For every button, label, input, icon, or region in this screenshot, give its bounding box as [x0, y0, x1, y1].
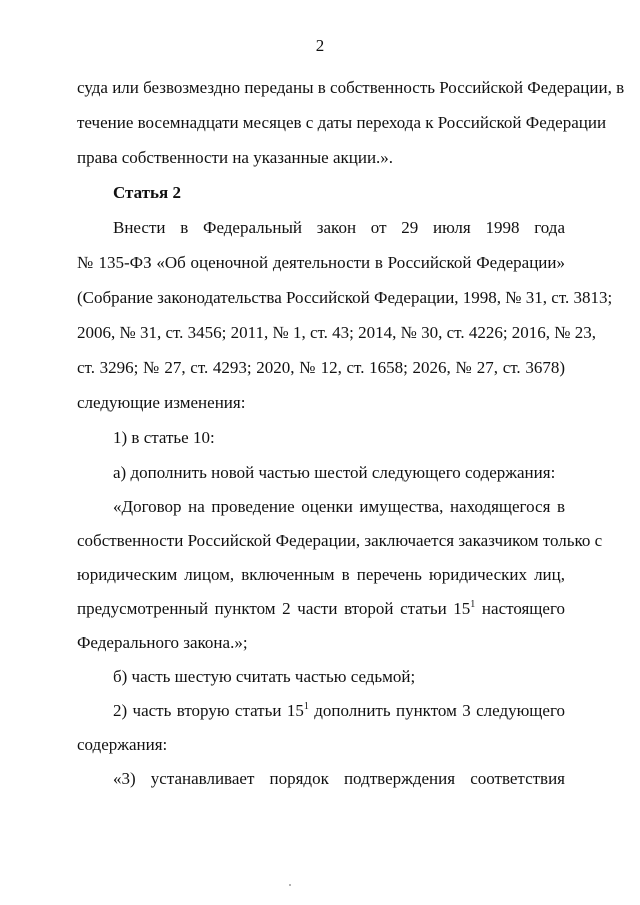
text-segment: предусмотренный пунктом 2 части второй статьи 15 — [77, 599, 471, 618]
text-line: юридическим лицом, включенным в перечень юридических лиц, — [77, 565, 565, 584]
page-number: 2 — [315, 36, 325, 55]
text-line: Федерального закона.»; — [77, 633, 248, 652]
text-segment: дополнить пунктом 3 следующего — [308, 701, 565, 720]
text-line: (Собрание законодательства Российской Федерации, 1998, № 31, ст. 3813; — [77, 288, 613, 307]
text-line: содержания: — [77, 735, 168, 754]
text-line: права собственности на указанные акции.». — [77, 148, 394, 167]
list-item-a: а) дополнить новой частью шестой следующего содержания: — [113, 463, 556, 482]
scan-dot — [289, 884, 291, 886]
superscript: 1 — [303, 701, 309, 712]
text-line: «Договор на проведение оценки имущества, находящегося в — [113, 497, 565, 516]
text-line: ст. 3296; № 27, ст. 4293; 2020, № 12, ст. 1658; 2026, № 27, ст. 3678) — [77, 358, 565, 377]
text-line: 2006, № 31, ст. 3456; 2011, № 1, ст. 43; 2014, № 30, ст. 4226; 2016, № 23, — [77, 323, 597, 342]
superscript: 1 — [470, 599, 476, 610]
quoted-text-2: «3) устанавливает порядок подтверждения соответствия — [113, 769, 565, 788]
text-segment: 2) часть вторую статьи 15 — [113, 701, 304, 720]
text-line — [77, 599, 565, 619]
article-heading: Статья 2 — [113, 183, 181, 202]
text-line: собственности Российской Федерации, заключается заказчиком только с — [77, 531, 603, 550]
text-line: следующие изменения: — [77, 393, 246, 412]
text-segment: настоящего — [475, 599, 565, 618]
text-line: течение восемнадцати месяцев с даты перехода к Российской Федерации — [77, 113, 607, 132]
list-item-b: б) часть шестую считать частью седьмой; — [113, 667, 416, 686]
text-line: Внести в Федеральный закон от 29 июля 1998 года — [113, 218, 565, 237]
text-line: суда или безвозмездно переданы в собственность Российской Федерации, в — [77, 78, 625, 97]
text-line: № 135-ФЗ «Об оценочной деятельности в Российской Федерации» — [77, 253, 565, 272]
text-line — [113, 701, 565, 721]
list-item-1: 1) в статье 10: — [113, 428, 215, 447]
